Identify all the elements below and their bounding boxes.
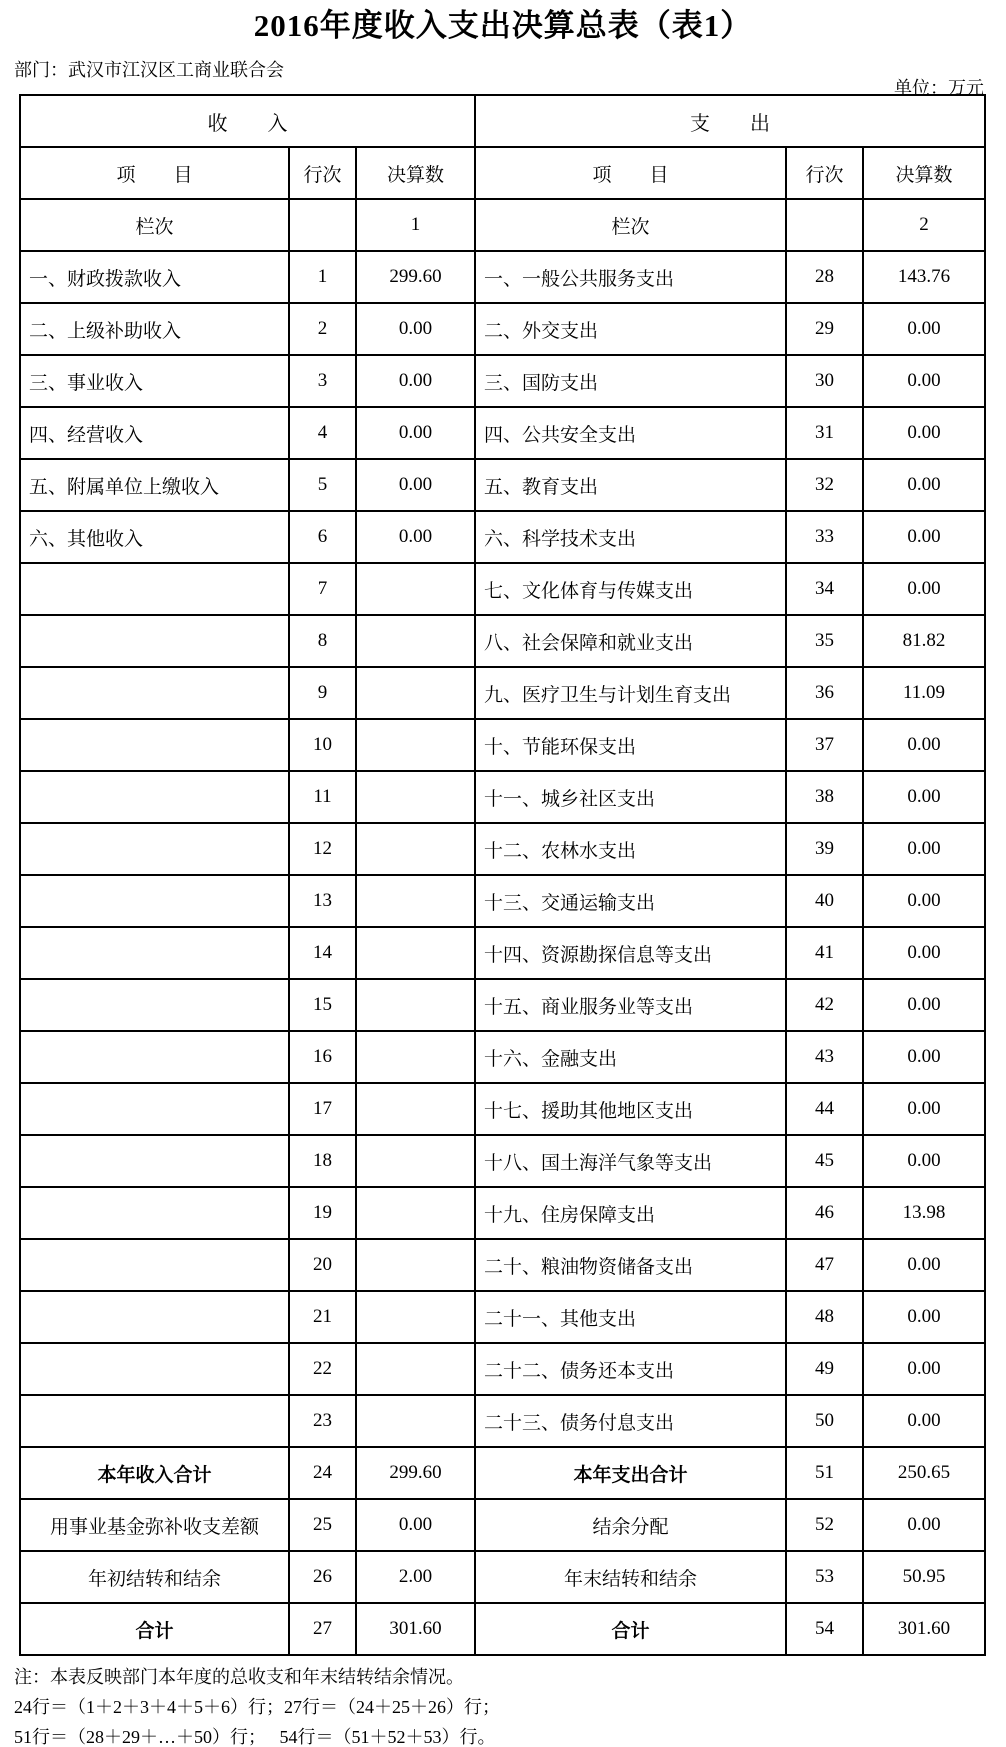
note-line: 24行＝（1＋2＋3＋4＋5＋6）行；27行＝（24＋25＋26）行； [14,1697,500,1717]
final-accounts-table [19,94,986,1656]
expense-amount-cell: 0.00 [863,771,985,823]
table-row [20,303,985,355]
expense-item-cell: 合计 [475,1603,786,1655]
expense-item-cell: 九、医疗卫生与计划生育支出 [475,667,786,719]
income-item-cell: 五、附属单位上缴收入 [20,459,289,511]
income-line-cell: 8 [289,615,356,667]
expense-line-cell: 29 [786,303,863,355]
income-line-cell: 16 [289,1031,356,1083]
income-line-header: 行次 [289,147,356,199]
income-amount-cell [356,1187,475,1239]
table-row [20,1239,985,1291]
income-line-cell: 21 [289,1291,356,1343]
expense-item-cell: 结余分配 [475,1499,786,1551]
expense-item-cell: 十七、援助其他地区支出 [475,1083,786,1135]
income-amount-cell [356,1291,475,1343]
income-item-cell [20,823,289,875]
expense-amount-header: 决算数 [863,147,985,199]
income-amount-cell [356,719,475,771]
expense-line-cell: 48 [786,1291,863,1343]
table-row [20,407,985,459]
meta-row [14,54,986,98]
income-amount-cell: 0.00 [356,511,475,563]
note-line: 51行＝（28＋29＋…＋50）行； 54行＝（51＋52＋53）行。 [14,1727,496,1747]
income-amount-cell [356,1343,475,1395]
income-item-cell: 三、事业收入 [20,355,289,407]
expense-amount-cell: 0.00 [863,459,985,511]
table-row [20,355,985,407]
income-item-cell [20,1395,289,1447]
income-line-cell: 13 [289,875,356,927]
expense-item-cell: 十四、资源勘探信息等支出 [475,927,786,979]
income-item-cell [20,1187,289,1239]
table-row [20,1499,985,1551]
expense-amount-cell: 0.00 [863,563,985,615]
income-item-cell [20,1083,289,1135]
expense-line-cell: 35 [786,615,863,667]
expense-item-cell: 三、国防支出 [475,355,786,407]
income-line-cell: 22 [289,1343,356,1395]
department-label: 部门：武汉市江汉区工商业联合会 [14,60,284,80]
income-line-cell: 15 [289,979,356,1031]
expense-amount-cell: 0.00 [863,1499,985,1551]
income-item-cell: 本年收入合计 [20,1447,289,1499]
table-row [20,1395,985,1447]
expense-line-cell: 45 [786,1135,863,1187]
income-amount-cell [356,563,475,615]
income-item-cell: 六、其他收入 [20,511,289,563]
income-section-header: 收 入 [20,95,475,147]
expense-item-cell: 栏次 [475,199,786,251]
income-amount-cell: 1 [356,199,475,251]
expense-line-header: 行次 [786,147,863,199]
income-item-cell [20,1135,289,1187]
expense-section-header: 支 出 [475,95,985,147]
table-row [20,251,985,303]
expense-line-cell: 37 [786,719,863,771]
footnotes [14,1662,1006,1747]
expense-amount-cell: 0.00 [863,355,985,407]
income-item-cell [20,1291,289,1343]
expense-amount-cell: 81.82 [863,615,985,667]
table-row [20,719,985,771]
expense-line-cell: 44 [786,1083,863,1135]
table-row [20,875,985,927]
income-line-cell: 5 [289,459,356,511]
expense-amount-cell: 0.00 [863,511,985,563]
expense-item-cell: 五、教育支出 [475,459,786,511]
income-amount-cell [356,875,475,927]
table-body [20,199,985,1655]
table-row [20,563,985,615]
table-row [20,1603,985,1655]
income-line-cell: 18 [289,1135,356,1187]
income-line-cell: 24 [289,1447,356,1499]
expense-amount-cell: 11.09 [863,667,985,719]
expense-amount-cell: 0.00 [863,927,985,979]
expense-item-cell: 二十、粮油物资储备支出 [475,1239,786,1291]
expense-item-cell: 二十三、债务付息支出 [475,1395,786,1447]
expense-amount-cell: 0.00 [863,1083,985,1135]
income-amount-cell [356,823,475,875]
expense-line-cell: 38 [786,771,863,823]
income-line-cell [289,199,356,251]
table-row [20,1343,985,1395]
expense-item-cell: 年末结转和结余 [475,1551,786,1603]
expense-amount-cell: 0.00 [863,303,985,355]
income-line-cell: 6 [289,511,356,563]
income-line-cell: 2 [289,303,356,355]
income-item-cell: 栏次 [20,199,289,251]
income-amount-cell [356,667,475,719]
expense-line-cell: 36 [786,667,863,719]
expense-line-cell: 52 [786,1499,863,1551]
income-amount-cell [356,1239,475,1291]
income-line-cell: 1 [289,251,356,303]
expense-amount-cell: 0.00 [863,1239,985,1291]
expense-item-cell: 一、一般公共服务支出 [475,251,786,303]
income-line-cell: 27 [289,1603,356,1655]
expense-amount-cell: 13.98 [863,1187,985,1239]
income-line-cell: 3 [289,355,356,407]
table-row [20,979,985,1031]
expense-item-cell: 十二、农林水支出 [475,823,786,875]
expense-line-cell: 39 [786,823,863,875]
income-item-cell [20,563,289,615]
income-amount-cell [356,979,475,1031]
income-item-cell: 四、经营收入 [20,407,289,459]
income-item-cell [20,1343,289,1395]
column-header-row [20,147,985,199]
income-line-cell: 7 [289,563,356,615]
expense-item-cell: 十六、金融支出 [475,1031,786,1083]
expense-line-cell: 54 [786,1603,863,1655]
expense-line-cell: 51 [786,1447,863,1499]
expense-line-cell: 31 [786,407,863,459]
expense-item-cell: 二十一、其他支出 [475,1291,786,1343]
expense-item-header: 项 目 [475,147,786,199]
note-line: 注：本表反映部门本年度的总收支和年末结转结余情况。 [14,1667,464,1687]
table-row [20,1291,985,1343]
table-row [20,199,985,251]
expense-line-cell: 42 [786,979,863,1031]
income-item-cell [20,979,289,1031]
table-row [20,927,985,979]
expense-item-cell: 二、外交支出 [475,303,786,355]
expense-item-cell: 十五、商业服务业等支出 [475,979,786,1031]
expense-amount-cell: 0.00 [863,1291,985,1343]
expense-amount-cell: 0.00 [863,1031,985,1083]
expense-amount-cell: 0.00 [863,719,985,771]
table-row [20,459,985,511]
income-amount-cell [356,1135,475,1187]
income-item-cell [20,771,289,823]
table-row [20,667,985,719]
income-item-cell [20,875,289,927]
income-item-cell: 二、上级补助收入 [20,303,289,355]
expense-item-cell: 十三、交通运输支出 [475,875,786,927]
income-amount-cell: 0.00 [356,1499,475,1551]
table-row [20,771,985,823]
income-amount-header: 决算数 [356,147,475,199]
income-line-cell: 10 [289,719,356,771]
expense-amount-cell: 0.00 [863,979,985,1031]
expense-line-cell: 28 [786,251,863,303]
income-amount-cell: 0.00 [356,407,475,459]
table-row [20,511,985,563]
table-row [20,1135,985,1187]
section-header-row [20,95,985,147]
table-row [20,1551,985,1603]
table-row [20,823,985,875]
income-item-cell: 用事业基金弥补收支差额 [20,1499,289,1551]
income-amount-cell [356,927,475,979]
income-item-cell: 年初结转和结余 [20,1551,289,1603]
expense-amount-cell: 301.60 [863,1603,985,1655]
expense-line-cell: 43 [786,1031,863,1083]
expense-amount-cell: 2 [863,199,985,251]
income-item-cell: 合计 [20,1603,289,1655]
unit-label: 单位：万元 [894,78,984,98]
expense-amount-cell: 250.65 [863,1447,985,1499]
table-row [20,1447,985,1499]
table-row [20,615,985,667]
expense-item-cell: 十一、城乡社区支出 [475,771,786,823]
expense-line-cell: 41 [786,927,863,979]
expense-line-cell: 50 [786,1395,863,1447]
expense-line-cell: 53 [786,1551,863,1603]
income-amount-cell: 299.60 [356,251,475,303]
income-line-cell: 4 [289,407,356,459]
income-item-cell: 一、财政拨款收入 [20,251,289,303]
income-line-cell: 11 [289,771,356,823]
expense-item-cell: 六、科学技术支出 [475,511,786,563]
expense-item-cell: 十九、住房保障支出 [475,1187,786,1239]
expense-amount-cell: 0.00 [863,1395,985,1447]
table-row [20,1031,985,1083]
expense-amount-cell: 0.00 [863,823,985,875]
income-amount-cell [356,1083,475,1135]
income-item-cell [20,927,289,979]
expense-line-cell: 49 [786,1343,863,1395]
expense-amount-cell: 50.95 [863,1551,985,1603]
income-item-header: 项 目 [20,147,289,199]
income-item-cell [20,667,289,719]
income-line-cell: 12 [289,823,356,875]
income-amount-cell: 0.00 [356,303,475,355]
expense-item-cell: 十、节能环保支出 [475,719,786,771]
expense-amount-cell: 0.00 [863,1343,985,1395]
income-line-cell: 19 [289,1187,356,1239]
income-amount-cell [356,1031,475,1083]
expense-item-cell: 八、社会保障和就业支出 [475,615,786,667]
expense-line-cell [786,199,863,251]
expense-line-cell: 34 [786,563,863,615]
expense-amount-cell: 143.76 [863,251,985,303]
expense-amount-cell: 0.00 [863,407,985,459]
income-amount-cell: 301.60 [356,1603,475,1655]
income-amount-cell: 0.00 [356,355,475,407]
expense-item-cell: 四、公共安全支出 [475,407,786,459]
income-line-cell: 14 [289,927,356,979]
income-line-cell: 25 [289,1499,356,1551]
table-row [20,1187,985,1239]
income-amount-cell [356,615,475,667]
expense-line-cell: 33 [786,511,863,563]
expense-line-cell: 40 [786,875,863,927]
expense-item-cell: 七、文化体育与传媒支出 [475,563,786,615]
income-amount-cell [356,771,475,823]
expense-line-cell: 32 [786,459,863,511]
expense-item-cell: 二十二、债务还本支出 [475,1343,786,1395]
expense-line-cell: 30 [786,355,863,407]
income-amount-cell: 0.00 [356,459,475,511]
income-line-cell: 26 [289,1551,356,1603]
table-row [20,1083,985,1135]
income-line-cell: 17 [289,1083,356,1135]
income-amount-cell: 299.60 [356,1447,475,1499]
income-item-cell [20,615,289,667]
income-line-cell: 20 [289,1239,356,1291]
income-line-cell: 9 [289,667,356,719]
income-item-cell [20,1239,289,1291]
income-item-cell [20,1031,289,1083]
expense-item-cell: 本年支出合计 [475,1447,786,1499]
expense-item-cell: 十八、国土海洋气象等支出 [475,1135,786,1187]
income-item-cell [20,719,289,771]
income-amount-cell: 2.00 [356,1551,475,1603]
expense-line-cell: 46 [786,1187,863,1239]
page-title: 2016年度收入支出决算总表（表1） [253,8,753,43]
income-line-cell: 23 [289,1395,356,1447]
income-amount-cell [356,1395,475,1447]
expense-amount-cell: 0.00 [863,875,985,927]
expense-amount-cell: 0.00 [863,1135,985,1187]
expense-line-cell: 47 [786,1239,863,1291]
